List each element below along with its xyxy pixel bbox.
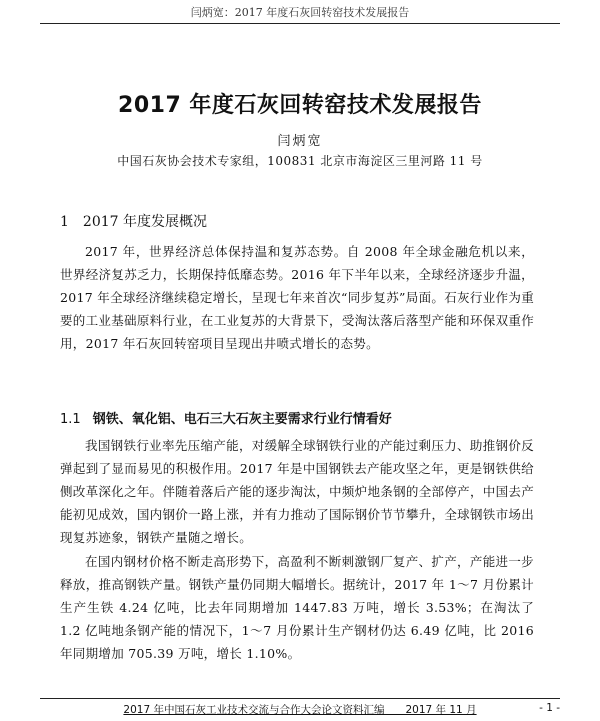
author-name: 闫炳宽 [277,134,323,149]
paragraph-1: 2017 年，世界经济总体保持温和复苏态势。自 2008 年全球金融危机以来，世界经济复苏乏力，长期保持低靡态势。2016 年下半年以来，全球经济逐步升温，2017 年全球经济继续稳定增长，呈现七年来首次“同步复苏”局面。石灰行业作为重要的工业基础原料行业，在工业复苏的大背景下，受淘汰落后落型产能和环保双重作用，2017 年石灰回转窑项目呈现出井喷式增长的态势。 [60,244,534,351]
subsection-title: 钢铁、氧化铝、电石三大石灰主要需求行业行情看好 [92,412,392,427]
paragraph-2: 我国钢铁行业率先压缩产能，对缓解全球钢铁行业的产能过剩压力、助推钢价反弹起到了显而易见的积极作用。2017 年是中国钢铁去产能攻坚之年，更是钢铁供给侧改革深化之年。伴随着落后产能的逐步淘汰，中频炉地条钢的全部停产，中国去产能初见成效，国内钢价一路上涨，并有力推动了国际钢价节节攀升，全球钢铁市场出现复苏迹象，钢铁产量随之增长。 [60,438,534,545]
section-number: 1 [60,214,69,230]
paragraph-3: 在国内钢材价格不断走高形势下，高盈利不断刺激钢厂复产、扩产，产能进一步释放，推高钢铁产量。钢铁产量仍同期大幅增长。据统计，2017 年 1～7 月份累计生产生铁 4.24 亿吨，比去年同期增加 1447.83 万吨，增长 3.53%；在淘汰了 1.2 亿吨地条钢产能的情况下，1～7 月份累计生产钢材仍达 6.49 亿吨，比 2016 年同期增加 705.39 万吨，增长 1.10%。 [60,554,534,661]
page-footer [40,698,560,716]
subsection-heading [60,408,392,427]
footer-text: 2017 年中国石灰工业技术交流与合作大会论文资料汇编 2017 年 11 月 [123,704,477,716]
subsection-number: 1.1 [60,412,81,427]
section-title: 2017 年度发展概况 [82,214,208,230]
page-number: - 1 - [539,702,560,714]
author-affiliation: 中国石灰协会技术专家组，100831 北京市海淀区三里河路 11 号 [117,154,483,168]
running-header: 闫炳宽：2017 年度石灰回转窑技术发展报告 [40,4,560,24]
paper-title: 2017 年度石灰回转窑技术发展报告 [118,93,482,118]
section-heading [60,211,207,231]
